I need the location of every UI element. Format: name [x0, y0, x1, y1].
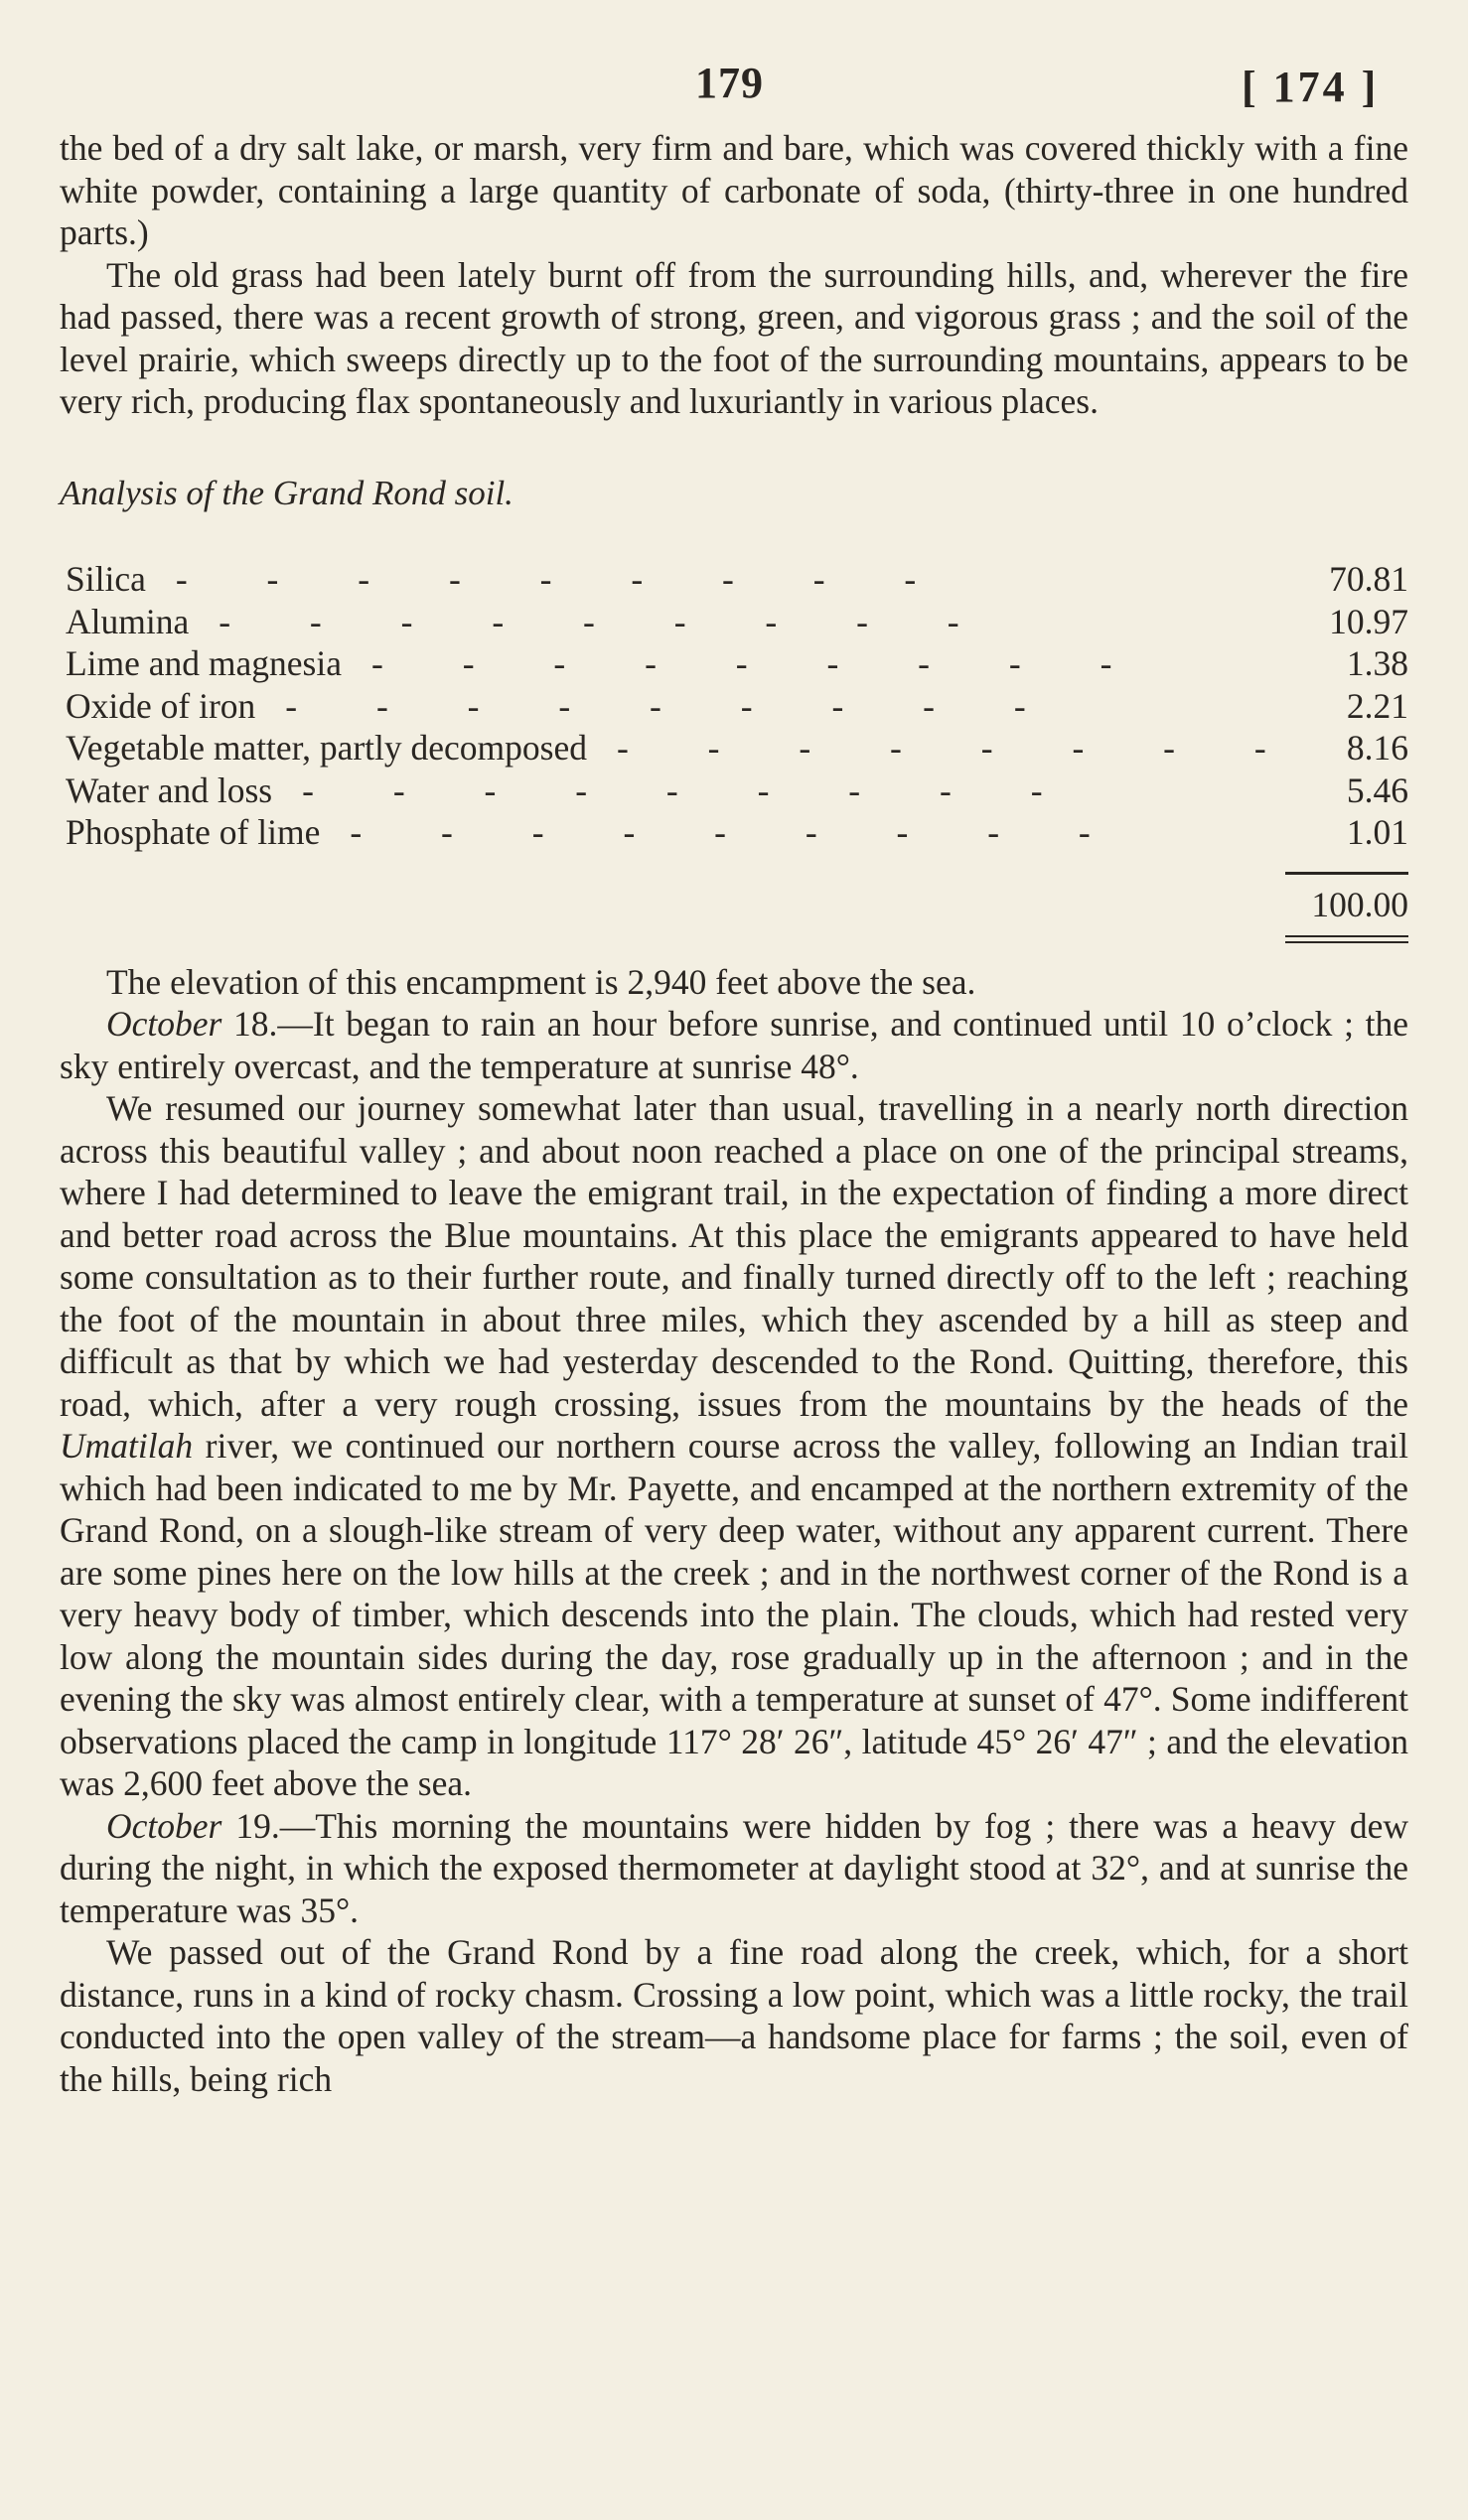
page-body [60, 127, 1408, 2100]
leader-dashes [342, 642, 1269, 685]
double-rule-top [1285, 935, 1408, 937]
soil-analysis-table [66, 558, 1408, 949]
table-row [66, 642, 1408, 685]
analysis-title: Analysis of the Grand Rond soil. [60, 473, 514, 512]
leader-dashes [272, 770, 1269, 812]
paragraph-october-19 [60, 1805, 1408, 1932]
table-row [66, 685, 1408, 728]
component-value: 1.38 [1346, 643, 1408, 683]
leader-dashes [255, 685, 1269, 728]
paragraph-text: river, we continued our northern course across the valley, following an Indian trail which had been indicated to me by Mr. Payette, and encamped at the northern extremity of the Grand Rond, on a slough-like stream of very deep water, without any apparent current. There are some pines here on the low hills at the creek ; and in the northwest corner of the Rond is a very heavy body of timber, which descends into the plain. The clouds, which had rested very low along the mountain sides during the day, rose gradually up in the afternoon ; and in the evening the sky was almost entirely clear, with a temperature at sunset of 47°. Some indifferent observations placed the camp in longitude 117° 28′ 26″, latitude 45° 26′ 47″ ; and the elevation was 2,600 feet above the sea. [60, 1426, 1408, 1803]
double-rule-bottom [1285, 941, 1408, 943]
component-value: 70.81 [1329, 559, 1408, 599]
paragraph: The old grass had been lately burnt off from the surrounding hills, and, wherever the fire had passed, there was a recent growth of strong, green, and vigorous grass ; and the soil of the level prairie, which sweeps directly up to the foot of the surrounding mountains, appears to be very rich, producing flax spontaneously and luxuriantly in various places. [60, 254, 1408, 421]
component-name: Alumina [66, 601, 190, 641]
page-header [0, 58, 1468, 117]
paragraph-text: 18.—It began to rain an hour before sunrise, and continued until 10 o’clock ; the sky entirely overcast, and the temperature at sunrise 48°. [60, 1004, 1408, 1086]
component-value: 1.01 [1346, 812, 1408, 852]
component-value: 5.46 [1346, 770, 1408, 810]
river-name: Umatilah [60, 1426, 194, 1466]
component-value: 8.16 [1346, 728, 1408, 768]
leader-dashes [320, 811, 1269, 854]
date-label: October [106, 1805, 222, 1846]
table-row [66, 811, 1408, 854]
paragraph-journey [60, 1087, 1408, 1805]
paragraph-text: We resumed our journey somewhat later than usual, travelling in a nearly north direction across this beautiful valley ; and about noon reached a place on one of the principal streams, where I had determined to leave the emigrant trail, in the expectation of finding a more direct and better road across the Blue mountains. At this place the emigrants appeared to have held some consultation as to their further route, and finally turned directly off to the left ; reaching the foot of the mountain in about three miles, which they ascended by a hill as steep and difficult as that by which we had yesterday descended to the Rond. Quitting, therefore, this road, which, after a very rough crossing, issues from the mountains by the heads of the [60, 1088, 1408, 1424]
table-row [66, 727, 1408, 770]
component-name: Phosphate of lime [66, 812, 321, 852]
component-name: Oxide of iron [66, 685, 256, 726]
component-name: Silica [66, 559, 146, 599]
leader-dashes [189, 601, 1269, 643]
table-row [66, 601, 1408, 643]
paragraph-text: 19.—This morning the mountains were hidden by fog ; there was a heavy dew during the night, in which the exposed thermometer at daylight stood at 32°, and at sunrise the temperature was 35°. [60, 1805, 1408, 1930]
component-value: 2.21 [1346, 685, 1408, 726]
date-label: October [106, 1004, 222, 1044]
total-block [66, 854, 1408, 949]
table-row [66, 558, 1408, 601]
leader-dashes [146, 558, 1269, 601]
page-number: 179 [695, 59, 764, 107]
paragraph-passed: We passed out of the Grand Rond by a fine road along the creek, which, for a short distance, runs in a kind of rocky chasm. Crossing a low point, which was a little rocky, the trail conducted into the open valley of the stream—a handsome place for farms ; the soil, even of the hills, being rich [60, 1932, 1408, 2099]
document-number: [ 174 ] [1242, 63, 1380, 111]
component-name: Vegetable matter, partly decomposed [66, 728, 587, 768]
paragraph-elevation: The elevation of this encampment is 2,940 feet above the sea. [106, 961, 976, 1002]
paragraph: the bed of a dry salt lake, or marsh, very firm and bare, which was covered thickly with a fine white powder, containing a large quantity of carbonate of soda, (thirty-three in one hundred parts.) [60, 128, 1408, 252]
sum-rule [1285, 872, 1408, 875]
component-name: Water and loss [66, 770, 273, 810]
component-value: 10.97 [1329, 601, 1408, 641]
paragraph-october-18 [60, 1003, 1408, 1087]
leader-dashes [587, 727, 1269, 770]
table-row [66, 770, 1408, 812]
component-name: Lime and magnesia [66, 643, 342, 683]
total-value: 100.00 [1311, 884, 1408, 924]
